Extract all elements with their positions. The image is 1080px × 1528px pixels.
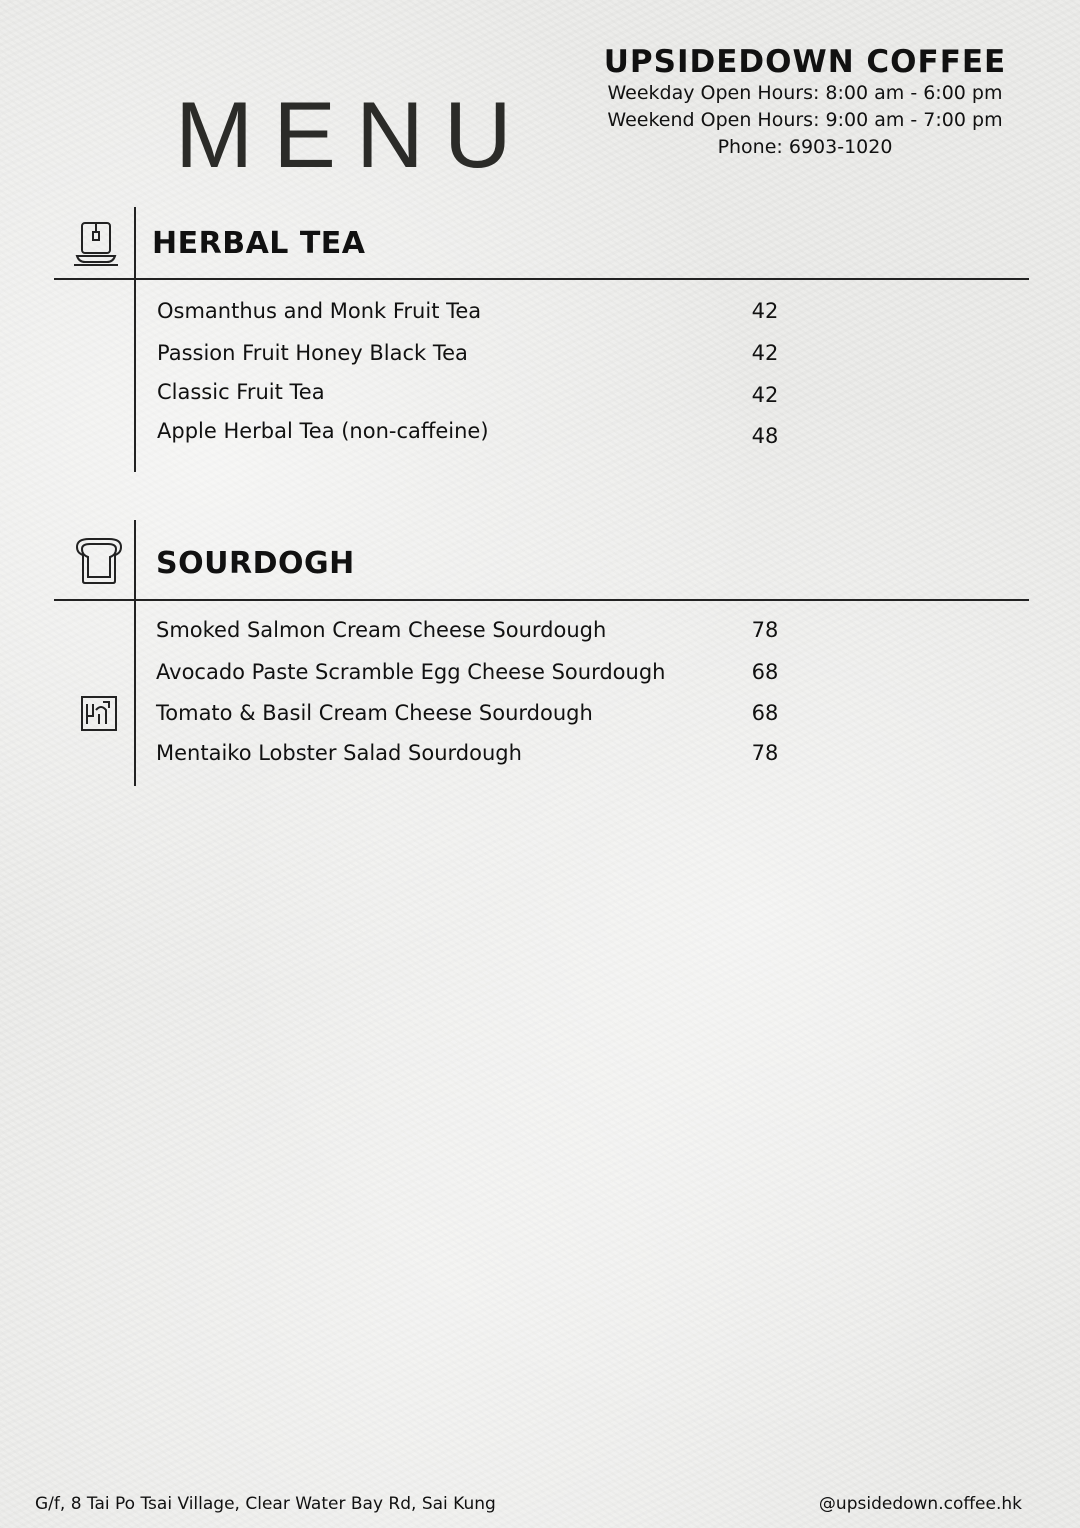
menu-item-name: Mentaiko Lobster Salad Sourdough [156,741,522,765]
section-divider-horizontal [54,278,1029,280]
weekday-hours: Weekday Open Hours: 8:00 am - 6:00 pm [607,82,1003,104]
menu-item-name: Apple Herbal Tea (non-caffeine) [157,419,489,443]
shop-info [590,44,1020,161]
weekend-hours: Weekend Open Hours: 9:00 am - 7:00 pm [607,109,1003,131]
menu-item-price: 42 [751,341,779,365]
menu-item-name: Osmanthus and Monk Fruit Tea [157,299,482,323]
menu-item-price: 42 [751,299,779,323]
menu-item-price: 48 [751,424,779,448]
menu-title: MENU [175,82,532,187]
menu-item-price: 78 [751,741,779,765]
menu-item-name: Smoked Salmon Cream Cheese Sourdough [156,618,607,642]
menu-item-price: 68 [751,701,779,725]
menu-item-name: Passion Fruit Honey Black Tea [157,341,468,365]
menu-item-price: 68 [751,660,779,684]
menu-item-name: Avocado Paste Scramble Egg Cheese Sourdough [156,660,666,684]
footer-address: G/f, 8 Tai Po Tsai Village, Clear Water Bay Rd, Sai Kung [35,1494,496,1514]
bread-toast-icon [75,537,123,585]
tea-cup-icon [73,220,119,268]
section-divider-horizontal [54,599,1029,601]
menu-item-name: Classic Fruit Tea [157,380,325,404]
section-title-sourdogh: SOURDOGH [156,546,355,581]
menu-item-name: Tomato & Basil Cream Cheese Sourdough [156,701,593,725]
menu-item-price: 78 [751,618,779,642]
footer-social-handle: @upsidedown.coffee.hk [818,1494,1022,1514]
vegetarian-mark-icon [81,696,117,731]
phone-number: Phone: 6903-1020 [717,136,893,158]
section-title-herbal-tea: HERBAL TEA [152,226,366,261]
menu-item-price: 42 [751,383,779,407]
shop-name: UPSIDEDOWN COFFEE [603,44,1007,80]
section-divider-vertical [134,207,136,472]
section-divider-vertical [134,520,136,786]
